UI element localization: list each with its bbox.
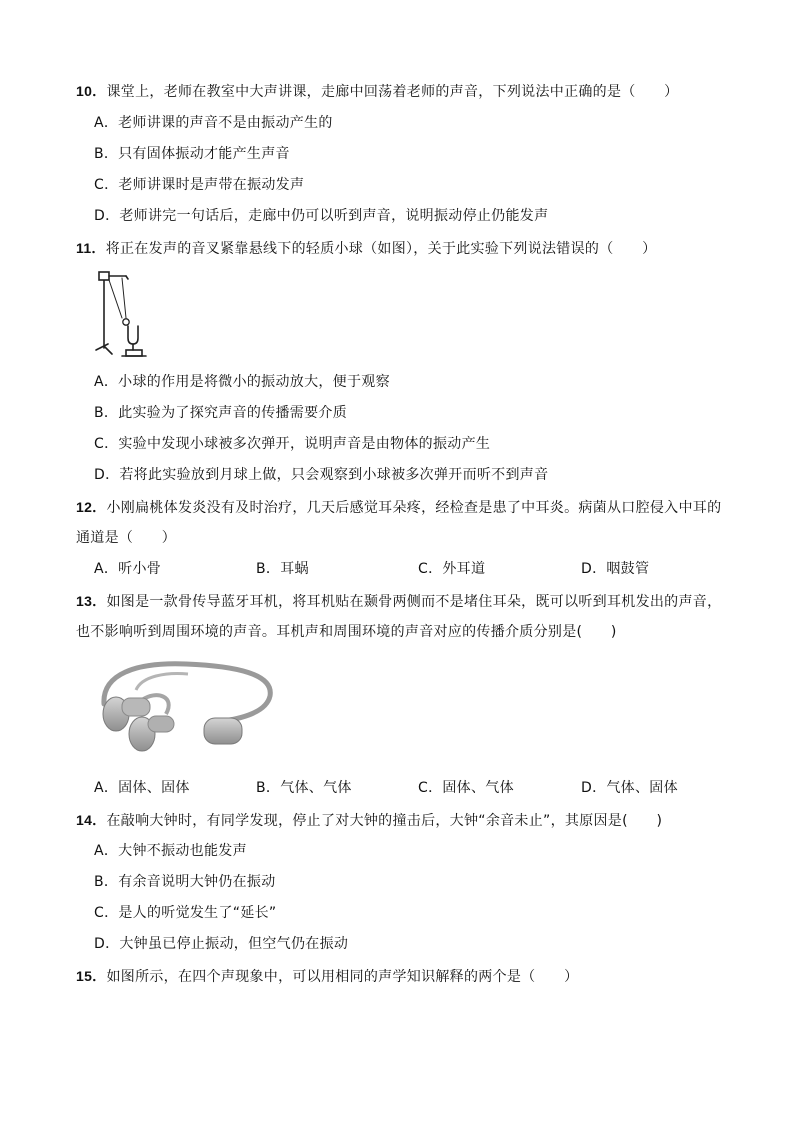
- question-number: 12．: [76, 499, 107, 515]
- question-number: 10．: [76, 83, 107, 99]
- question-14-stem: [76, 810, 662, 831]
- question-11-option-c: C．实验中发现小球被多次弹开，说明声音是由物体的振动产生: [94, 436, 491, 452]
- tuning-fork-apparatus-figure: [92, 268, 154, 360]
- question-14-option-d: D．大钟虽已停止振动，但空气仍在振动: [94, 936, 349, 952]
- question-12-option-c: C．外耳道: [418, 561, 486, 577]
- question-text: 课堂上，老师在教室中大声讲课，走廊中回荡着老师的声音，下列说法中正确的是（ ）: [106, 84, 679, 100]
- question-11-option-a: A．小球的作用是将微小的振动放大，便于观察: [94, 374, 390, 390]
- question-text: 将正在发声的音叉紧靠悬线下的轻质小球（如图），关于此实验下列说法错误的（ ）: [105, 241, 657, 257]
- question-12-option-b: B．耳蜗: [256, 561, 309, 577]
- question-10-option-a: A．老师讲课的声音不是由振动产生的: [94, 115, 333, 131]
- question-10-option-b: B．只有固体振动才能产生声音: [94, 146, 290, 162]
- question-text: 小刚扁桃体发炎没有及时治疗，几天后感觉耳朵疼，经检查是患了中耳炎。病菌从口腔侵入中耳的: [106, 500, 722, 516]
- battery-module: [204, 718, 242, 744]
- question-number: 11．: [76, 240, 106, 256]
- question-number: 13．: [76, 593, 107, 609]
- question-12-stem-continued: 通道是（ ）: [76, 530, 177, 546]
- question-13-option-b: B．气体、气体: [256, 780, 352, 796]
- question-12-stem: [76, 497, 721, 518]
- question-14-option-a: A．大钟不振动也能发声: [94, 843, 247, 859]
- question-14-option-b: B．有余音说明大钟仍在振动: [94, 874, 276, 890]
- question-10-option-d: D．老师讲完一句话后，走廊中仍可以听到声音，说明振动停止仍能发声: [94, 208, 549, 224]
- light-ball: [123, 319, 129, 325]
- question-12-option-d: D．咽鼓管: [581, 561, 650, 577]
- resonance-box: [126, 350, 142, 356]
- question-number: 15．: [76, 968, 107, 984]
- question-15-stem: [76, 966, 578, 987]
- question-10-stem: [76, 81, 678, 102]
- question-11-option-b: B．此实验为了探究声音的传播需要介质: [94, 405, 348, 421]
- question-text: 如图所示，在四个声现象中，可以用相同的声学知识解释的两个是（ ）: [106, 969, 579, 985]
- stand-clamp: [99, 272, 109, 280]
- bone-conduction-headphone-figure: [96, 656, 276, 756]
- question-13-option-a: A．固体、固体: [94, 780, 190, 796]
- question-14-option-c: C．是人的听觉发生了“延长”: [94, 905, 277, 921]
- question-13-stem: [76, 591, 721, 612]
- question-13-option-c: C．固体、气体: [418, 780, 514, 796]
- question-text: 在敲响大钟时，有同学发现，停止了对大钟的撞击后，大钟“余音未止”，其原因是( ): [106, 813, 663, 829]
- question-11-option-d: D．若将此实验放到月球上做，只会观察到小球被多次弹开而听不到声音: [94, 467, 549, 483]
- question-number: 14．: [76, 812, 107, 828]
- question-13-stem-continued: 也不影响听到周围环境的声音。耳机声和周围环境的声音对应的传播介质分别是( ): [76, 624, 617, 640]
- suspension-thread: [122, 278, 126, 318]
- question-text: 如图是一款骨传导蓝牙耳机，将耳机贴在颞骨两侧而不是堵住耳朵，既可以听到耳机发出的声音，: [106, 594, 722, 610]
- question-13-option-d: D．气体、固体: [581, 780, 678, 796]
- question-11-stem: [76, 238, 656, 259]
- tuning-fork: [128, 326, 138, 344]
- question-10-option-c: C．老师讲课时是声带在振动发声: [94, 177, 305, 193]
- question-12-option-a: A．听小骨: [94, 561, 162, 577]
